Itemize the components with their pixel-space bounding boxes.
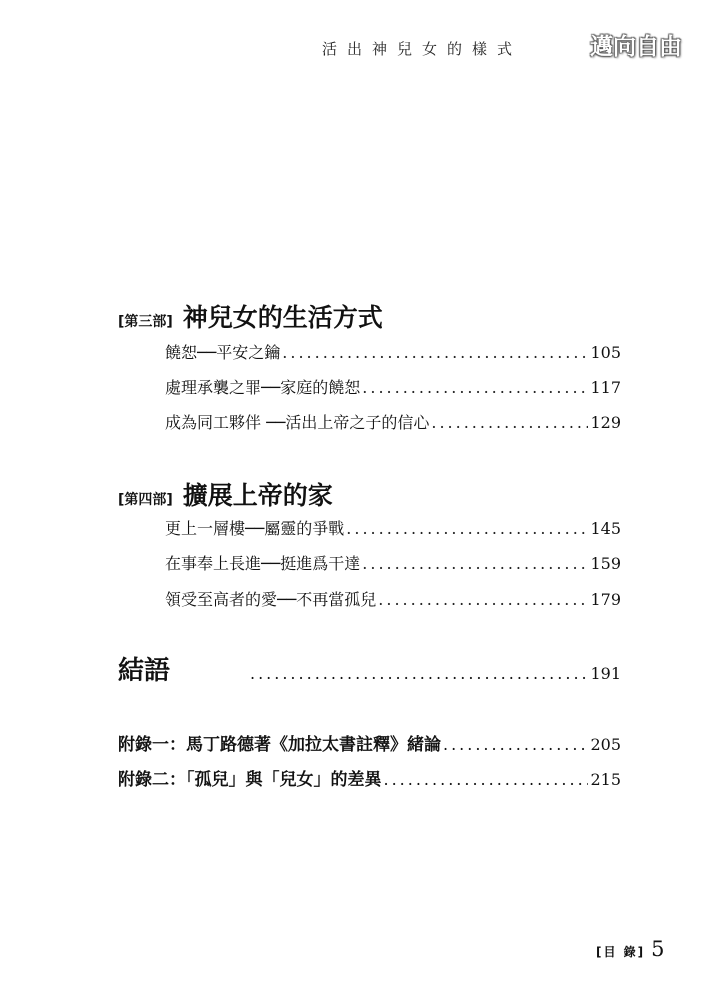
toc-entry-page: 179 — [590, 590, 621, 609]
part-heading-3 — [118, 298, 383, 334]
toc-entry — [165, 375, 621, 397]
dot-leader — [362, 378, 588, 397]
series-title-logo: 邁向自由 — [590, 33, 682, 60]
toc-entry-title: 饒恕──平安之鑰 — [165, 343, 281, 362]
part-label: [第四部] — [118, 492, 173, 508]
toc-entry — [165, 551, 621, 573]
page-number: 5 — [651, 937, 665, 961]
toc-entry — [165, 587, 621, 609]
dot-leader — [346, 519, 588, 538]
part-title: 神兒女的生活方式 — [182, 303, 383, 332]
appendix-entry — [118, 730, 621, 755]
toc-entry-page: 117 — [590, 378, 621, 397]
appendix-entry — [118, 765, 621, 790]
dot-leader — [378, 590, 588, 609]
appendix-page: 205 — [590, 735, 621, 754]
toc-entry-page: 159 — [590, 554, 621, 573]
toc-entry — [165, 340, 621, 362]
toc-entry-title: 處理承襲之罪──家庭的饒恕 — [165, 378, 361, 397]
appendix-title: 附錄一：馬丁路德著《加拉太書註釋》緒論 — [118, 735, 441, 755]
book-title-header: 活出神兒女的樣式 — [322, 40, 523, 58]
part-heading-4 — [118, 476, 333, 512]
part-label: [第三部] — [118, 314, 173, 330]
page-footer — [596, 937, 665, 961]
toc-entry-title: 更上一層樓──屬靈的爭戰 — [165, 519, 345, 538]
appendix-page: 215 — [590, 770, 621, 789]
toc-entry-title: 領受至高者的愛──不再當孤兒 — [165, 590, 377, 609]
toc-entry-title: 在事奉上長進──挺進爲干達 — [165, 554, 361, 573]
dot-leader — [384, 770, 589, 789]
conclusion-entry — [118, 650, 621, 687]
toc-entry-page: 129 — [590, 413, 621, 432]
dot-leader — [362, 554, 588, 573]
conclusion-title: 結語 — [118, 656, 171, 686]
appendix-title: 附錄二：「孤兒」與「兒女」的差異 — [118, 770, 382, 790]
section-label: [目 錄] — [596, 945, 646, 959]
dot-leader — [250, 664, 588, 683]
toc-entry — [165, 410, 621, 432]
dot-leader — [282, 343, 588, 362]
part-title: 擴展上帝的家 — [182, 481, 333, 510]
dot-leader — [431, 413, 588, 432]
conclusion-page: 191 — [590, 664, 621, 683]
toc-entry-title: 成為同工夥伴 ──活出上帝之子的信心 — [165, 413, 430, 432]
dot-leader — [443, 735, 588, 754]
toc-entry-page: 105 — [590, 343, 621, 362]
toc-entry-page: 145 — [590, 519, 621, 538]
toc-entry — [165, 516, 621, 538]
